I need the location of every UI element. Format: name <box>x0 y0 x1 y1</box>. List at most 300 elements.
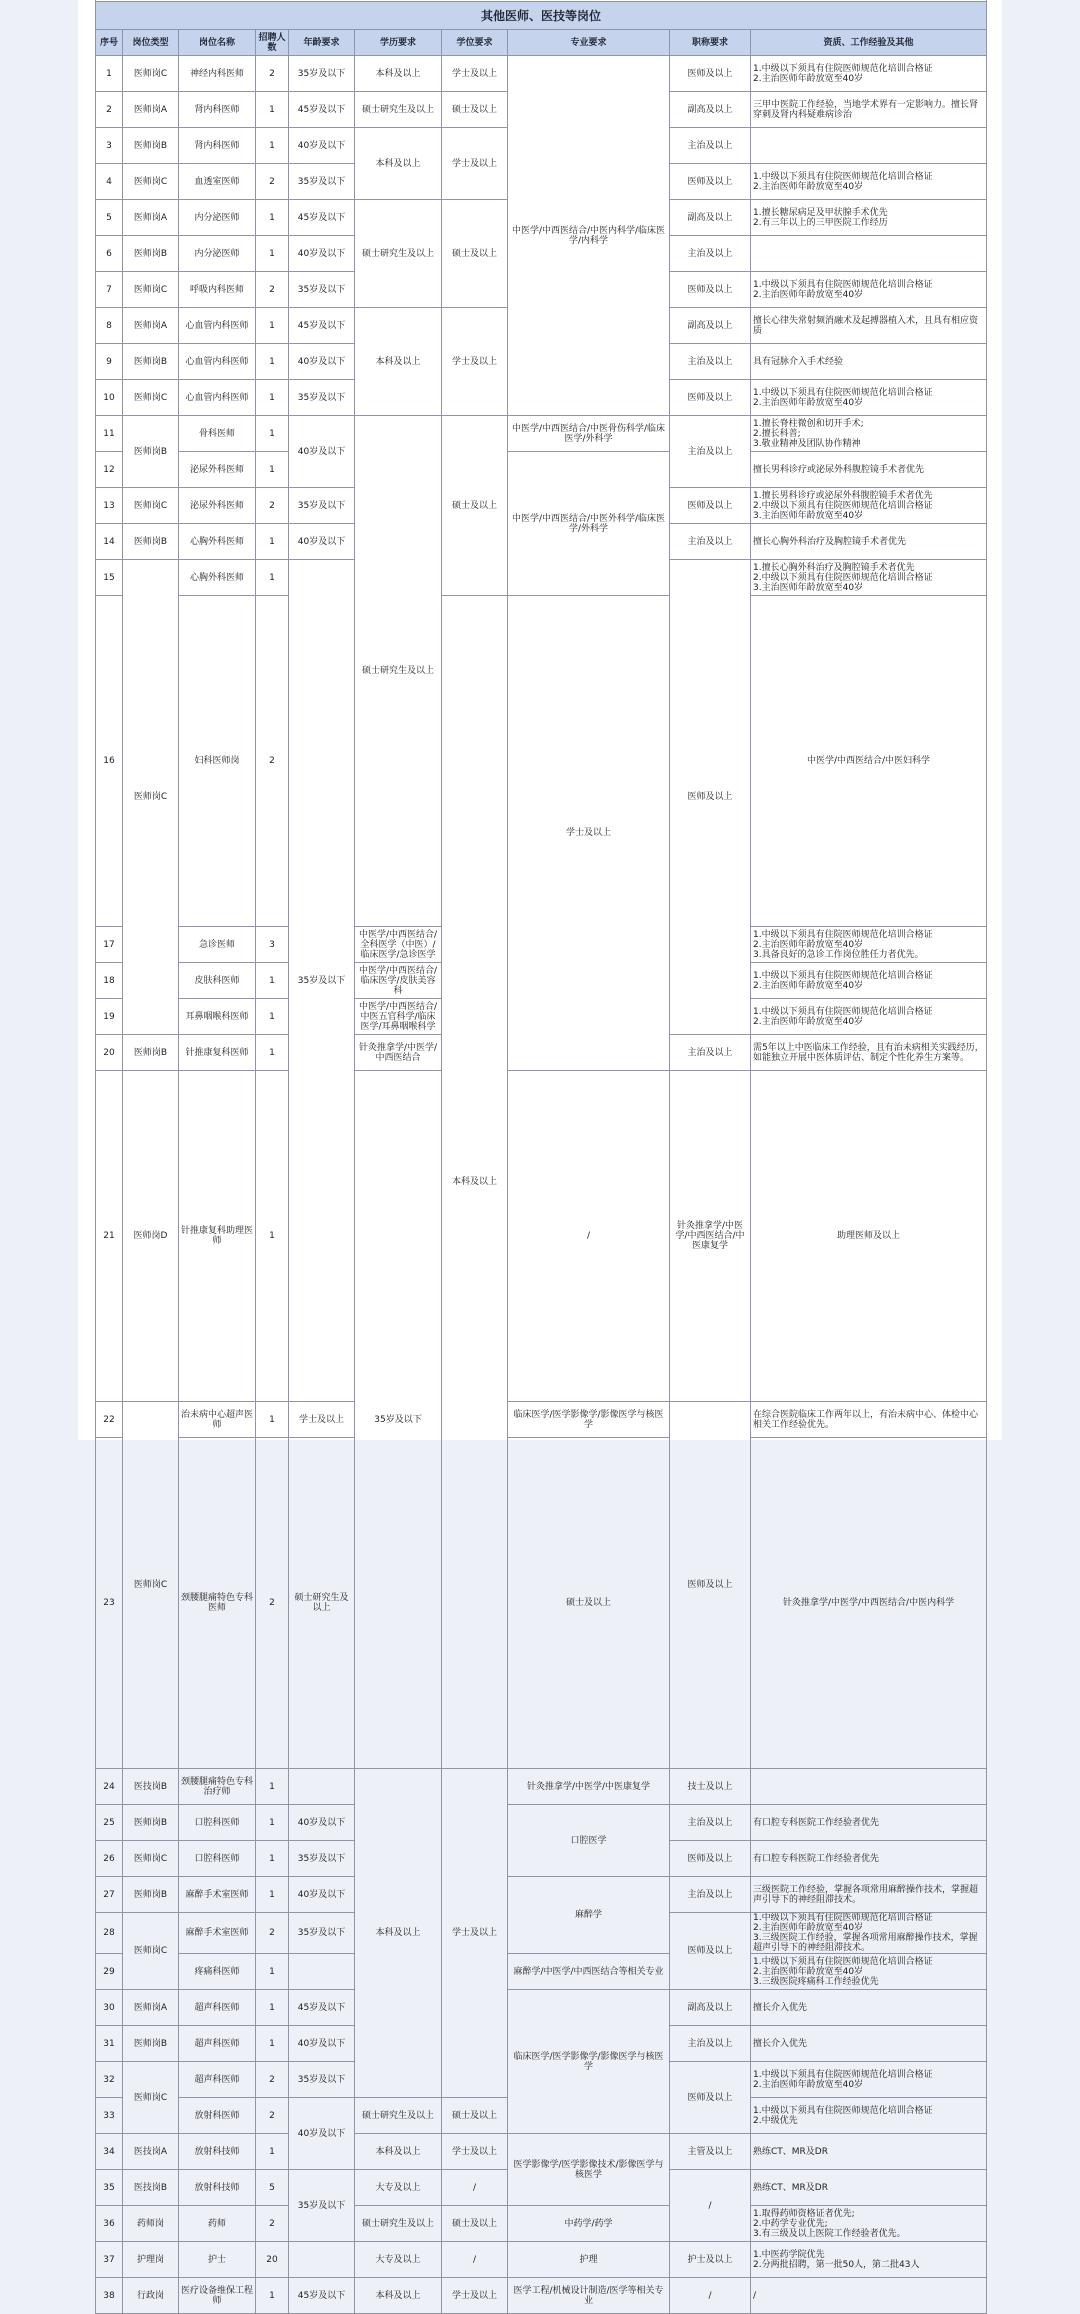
cell-no: 11 <box>96 416 123 452</box>
cell-remark: 1.擅长男科诊疗或泌尿外科腹腔镜手术者优先 2.中级以下须具有住院医师规范化培训合格证 3.主治医师年龄放宽至40岁 <box>751 488 987 524</box>
cell-name: 针推康复科助理医师 <box>179 1071 256 1402</box>
cell-remark <box>751 128 987 164</box>
table-title: 其他医师、医技等岗位 <box>96 2 987 30</box>
cell-age: 40岁及以下 <box>289 2098 355 2170</box>
cell-no: 3 <box>96 128 123 164</box>
cell-no: 33 <box>96 2098 123 2134</box>
cell-count: 1 <box>256 92 289 128</box>
header-cell: 招聘人数 <box>256 30 289 56</box>
cell-no: 30 <box>96 1990 123 2026</box>
cell-no: 28 <box>96 1913 123 1954</box>
cell-title: 主治及以上 <box>670 236 751 272</box>
cell-title: / <box>670 2278 751 2314</box>
cell-major: 中医学/中西医结合/中医内科学/临床医学/内科学 <box>508 56 670 416</box>
cell-remark: 1.中级以下须具有住院医师规范化培训合格证 2.中级优先 <box>751 2098 987 2134</box>
cell-name: 心血管内科医师 <box>179 308 256 344</box>
cell-age: 40岁及以下 <box>289 236 355 272</box>
cell-type: 医师岗B <box>123 2026 179 2062</box>
cell-name: 口腔科医师 <box>179 1805 256 1841</box>
cell-no: 29 <box>96 1954 123 1990</box>
cell-no: 34 <box>96 2134 123 2170</box>
cell-degree: 硕士及以上 <box>442 2098 508 2134</box>
cell-name: 心胸外科医师 <box>179 524 256 560</box>
cell-remark: 擅长介入优先 <box>751 1990 987 2026</box>
cell-remark: 1.中级以下须具有住院医师规范化培训合格证 2.主治医师年龄放宽至40岁 3.具备良好的急诊工作岗位胜任力者优先。 <box>751 927 987 963</box>
cell-type: 医技岗A <box>123 2134 179 2170</box>
cell-age: 35岁及以下 <box>289 380 355 416</box>
cell-major: 临床医学/医学影像学/影像医学与核医学 <box>508 1402 670 1438</box>
cell-remark: / <box>751 2278 987 2314</box>
cell-edu: 本科及以上 <box>355 2134 442 2170</box>
cell-name: 放射科技师 <box>179 2170 256 2206</box>
cell-name: 口腔科医师 <box>179 1841 256 1877</box>
cell-type: 医师岗B <box>123 344 179 380</box>
cell-major: 针灸推拿学/中医学/中医康复学 <box>508 1769 670 1805</box>
cell-remark: 具有冠脉介入手术经验 <box>751 344 987 380</box>
cell-name: 呼吸内科医师 <box>179 272 256 308</box>
cell-name: 妇科医师岗 <box>179 596 256 927</box>
cell-age: 40岁及以下 <box>289 1877 355 1913</box>
cell-name: 血透室医师 <box>179 164 256 200</box>
cell-remark: 擅长介入优先 <box>751 2026 987 2062</box>
cell-remark: 在综合医院临床工作两年以上，有治未病中心、体检中心相关工作经验优先。 <box>751 1402 987 1438</box>
cell-degree: / <box>508 1071 670 1402</box>
table-row <box>96 1402 987 1438</box>
cell-major: 中医学/中西医结合/中医五官科学/临床医学/耳鼻咽喉科学 <box>355 999 442 1035</box>
cell-no: 10 <box>96 380 123 416</box>
cell-age: 45岁及以下 <box>289 2278 355 2314</box>
cell-no: 16 <box>96 596 123 927</box>
cell-no: 8 <box>96 308 123 344</box>
cell-age <box>289 1954 355 1990</box>
table-row <box>96 2278 987 2314</box>
table-row <box>96 596 987 927</box>
cell-title: 护士及以上 <box>670 2242 751 2278</box>
cell-name: 内分泌医师 <box>179 236 256 272</box>
cell-age: 35岁及以下 <box>289 1841 355 1877</box>
cell-type: 医师岗A <box>123 92 179 128</box>
cell-remark: 熟练CT、MR及DR <box>751 2134 987 2170</box>
cell-no: 31 <box>96 2026 123 2062</box>
cell-major: 医学工程/机械设计制造/医学等相关专业 <box>508 2278 670 2314</box>
cell-remark: 1.中级以下须具有住院医师规范化培训合格证 2.主治医师年龄放宽至40岁 3.三级医院工作经验，掌握各项常用麻醉操作技术，掌握超声引导下的神经阻滞技术。 <box>751 1913 987 1954</box>
cell-no: 1 <box>96 56 123 92</box>
cell-type: 医师岗B <box>123 1035 179 1071</box>
cell-remark: 1.中级以下须具有住院医师规范化培训合格证 2.主治医师年龄放宽至40岁 <box>751 164 987 200</box>
cell-no: 5 <box>96 200 123 236</box>
cell-title: 医师及以上 <box>670 488 751 524</box>
cell-count: 1 <box>256 2278 289 2314</box>
cell-age: 45岁及以下 <box>289 1990 355 2026</box>
cell-count: 1 <box>256 344 289 380</box>
cell-remark: 1.中级以下须具有住院医师规范化培训合格证 2.主治医师年龄放宽至40岁 3.三级医院疼痛科工作经验优先 <box>751 1954 987 1990</box>
cell-no: 4 <box>96 164 123 200</box>
cell-no: 7 <box>96 272 123 308</box>
cell-title: 主治及以上 <box>670 128 751 164</box>
cell-edu: 本科及以上 <box>355 1769 442 2098</box>
header-row <box>96 30 987 56</box>
cell-type: 医技岗B <box>123 2170 179 2206</box>
cell-age: 40岁及以下 <box>289 416 355 488</box>
cell-count: 1 <box>256 236 289 272</box>
cell-no: 21 <box>96 1071 123 1402</box>
cell-name: 肾内科医师 <box>179 128 256 164</box>
cell-remark: 三级医院工作经验，掌握各项常用麻醉操作技术，掌握超声引导下的神经阻滞技术。 <box>751 1877 987 1913</box>
cell-degree: 硕士及以上 <box>442 92 508 128</box>
cell-type: 医师岗C <box>123 164 179 200</box>
cell-count: 1 <box>256 380 289 416</box>
cell-type: 医师岗C <box>123 380 179 416</box>
cell-no: 12 <box>96 452 123 488</box>
cell-remark: 1.中级以下须具有住院医师规范化培训合格证 2.主治医师年龄放宽至40岁 <box>751 56 987 92</box>
cell-edu: 硕士研究生及以上 <box>355 416 442 927</box>
cell-edu: 大专及以上 <box>355 2170 442 2206</box>
cell-count: 1 <box>256 2134 289 2170</box>
cell-title: 医师及以上 <box>670 1841 751 1877</box>
table-row <box>96 56 987 92</box>
cell-no: 25 <box>96 1805 123 1841</box>
cell-degree: 学士及以上 <box>442 2278 508 2314</box>
header-cell: 序号 <box>96 30 123 56</box>
cell-name: 泌尿外科医师 <box>179 488 256 524</box>
cell-no: 24 <box>96 1769 123 1805</box>
cell-degree: 学士及以上 <box>289 1402 355 1438</box>
cell-count: 3 <box>256 927 289 963</box>
cell-title: 主治及以上 <box>670 1877 751 1913</box>
cell-title: 副高及以上 <box>670 200 751 236</box>
cell-no: 26 <box>96 1841 123 1877</box>
cell-name: 超声科医师 <box>179 1990 256 2026</box>
cell-age: 40岁及以下 <box>289 524 355 560</box>
table-row <box>96 1071 987 1402</box>
cell-type: 医师岗C <box>123 488 179 524</box>
cell-remark: 需5年以上中医临床工作经验，且有治未病相关实践经历，如能独立开展中医体质评估、制定个性化养生方案等。 <box>751 1035 987 1071</box>
cell-age: 35岁及以下 <box>289 488 355 524</box>
cell-edu: 本科及以上 <box>355 128 442 200</box>
cell-title: 医师及以上 <box>670 560 751 1035</box>
cell-title: 主治及以上 <box>670 1035 751 1071</box>
cell-age <box>289 2242 355 2278</box>
cell-title: 副高及以上 <box>670 1990 751 2026</box>
cell-remark: 擅长男科诊疗或泌尿外科腹腔镜手术者优先 <box>751 452 987 488</box>
cell-title: 助理医师及以上 <box>751 1071 987 1402</box>
cell-remark: 1.中级以下须具有住院医师规范化培训合格证 2.主治医师年龄放宽至40岁 <box>751 2062 987 2098</box>
cell-major: 中医学/中西医结合/中医骨伤科学/临床医学/外科学 <box>508 416 670 452</box>
cell-no: 6 <box>96 236 123 272</box>
cell-major: 临床医学/医学影像学/影像医学与核医学 <box>508 1990 670 2134</box>
cell-remark: 1.中级以下须具有住院医师规范化培训合格证 2.主治医师年龄放宽至40岁 <box>751 999 987 1035</box>
cell-title: / <box>670 2170 751 2242</box>
cell-age: 45岁及以下 <box>289 92 355 128</box>
cell-title: 主治及以上 <box>670 2026 751 2062</box>
cell-remark: 擅长心律失常射频消融术及起搏器植入术，且具有相应资质 <box>751 308 987 344</box>
cell-type: 医师岗B <box>123 128 179 164</box>
cell-title: 技士及以上 <box>670 1769 751 1805</box>
cell-remark: 1.擅长心胸外科治疗及胸腔镜手术者优先 2.中级以下须具有住院医师规范化培训合格证 3.主治医师年龄放宽至40岁 <box>751 560 987 596</box>
cell-count: 1 <box>256 416 289 452</box>
cell-name: 护士 <box>179 2242 256 2278</box>
cell-type: 医师岗B <box>123 236 179 272</box>
cell-age: 35岁及以下 <box>289 272 355 308</box>
cell-no: 9 <box>96 344 123 380</box>
cell-title: 医师及以上 <box>670 164 751 200</box>
cell-no: 38 <box>96 2278 123 2314</box>
cell-no: 15 <box>96 560 123 596</box>
cell-count: 1 <box>256 1877 289 1913</box>
cell-no: 19 <box>96 999 123 1035</box>
cell-no: 17 <box>96 927 123 963</box>
cell-name: 颈腰腿痛特色专科治疗师 <box>179 1769 256 1805</box>
cell-remark: 1.中医药学院优先 2.分两批招聘，第一批50人，第二批43人 <box>751 2242 987 2278</box>
table-row <box>96 2134 987 2170</box>
cell-count: 1 <box>256 1805 289 1841</box>
cell-title: 副高及以上 <box>670 92 751 128</box>
cell-count: 1 <box>256 452 289 488</box>
cell-count: 1 <box>256 308 289 344</box>
cell-type: 医师岗C <box>123 1913 179 1990</box>
cell-type: 医师岗D <box>123 1071 179 1402</box>
header-cell: 职称要求 <box>670 30 751 56</box>
cell-major: 中医学/中西医结合/中医妇科学 <box>751 596 987 927</box>
cell-title: 医师及以上 <box>670 380 751 416</box>
cell-edu: 硕士研究生及以上 <box>355 2098 442 2134</box>
cell-remark: 1.中级以下须具有住院医师规范化培训合格证 2.主治医师年龄放宽至40岁 <box>751 963 987 999</box>
cell-major: 护理 <box>508 2242 670 2278</box>
cell-name: 心胸外科医师 <box>179 560 256 596</box>
cell-count: 2 <box>256 272 289 308</box>
cell-degree: 硕士及以上 <box>442 2206 508 2242</box>
cell-type: 医师岗A <box>123 1990 179 2026</box>
header-cell: 学位要求 <box>442 30 508 56</box>
cell-title: 医师及以上 <box>670 1402 751 1769</box>
cell-edu: 硕士研究生及以上 <box>355 92 442 128</box>
cell-name: 超声科医师 <box>179 2026 256 2062</box>
cell-type: 医师岗C <box>123 1402 179 1769</box>
cell-remark: 三甲中医院工作经验，当地学术界有一定影响力。擅长肾穿刺及肾内科疑难病诊治 <box>751 92 987 128</box>
cell-count: 1 <box>256 1841 289 1877</box>
header-cell: 年龄要求 <box>289 30 355 56</box>
cell-name: 内分泌医师 <box>179 200 256 236</box>
cell-edu: 本科及以上 <box>355 308 442 416</box>
cell-name: 泌尿外科医师 <box>179 452 256 488</box>
cell-title: 医师及以上 <box>670 56 751 92</box>
table-row <box>96 1954 987 1990</box>
table-row <box>96 1877 987 1913</box>
cell-title: 医师及以上 <box>670 1913 751 1990</box>
cell-major: 针灸推拿学/中医学/中西医结合 <box>355 1035 442 1071</box>
header-cell: 岗位类型 <box>123 30 179 56</box>
cell-type: 药师岗 <box>123 2206 179 2242</box>
cell-type: 医师岗C <box>123 2062 179 2134</box>
table-row <box>96 1805 987 1841</box>
cell-count: 2 <box>256 56 289 92</box>
cell-name: 放射科医师 <box>179 2098 256 2134</box>
cell-name: 肾内科医师 <box>179 92 256 128</box>
cell-degree: 学士及以上 <box>442 308 508 416</box>
cell-major: 针灸推拿学/中医学/中西医结合/中医康复学 <box>670 1071 751 1402</box>
cell-degree: 学士及以上 <box>442 2134 508 2170</box>
cell-type: 医师岗B <box>123 1877 179 1913</box>
cell-name: 疼痛科医师 <box>179 1954 256 1990</box>
cell-degree: 硕士及以上 <box>442 416 508 596</box>
cell-count: 1 <box>256 524 289 560</box>
cell-major: 中医学/中西医结合/中医外科学/临床医学/外科学 <box>508 452 670 596</box>
cell-name: 麻醉手术室医师 <box>179 1877 256 1913</box>
cell-type: 医师岗A <box>123 200 179 236</box>
cell-type: 医师岗A <box>123 308 179 344</box>
cell-count: 2 <box>256 2062 289 2098</box>
cell-count: 1 <box>256 1990 289 2026</box>
cell-count: 1 <box>256 2026 289 2062</box>
cell-remark: 有口腔专科医院工作经验者优先 <box>751 1841 987 1877</box>
cell-count: 2 <box>256 2206 289 2242</box>
cell-count: 2 <box>256 164 289 200</box>
cell-major: 中医学/中西医结合/临床医学/皮肤美容科 <box>355 963 442 999</box>
cell-remark <box>751 1769 987 1805</box>
cell-age: 35岁及以下 <box>355 1071 442 1769</box>
cell-name: 颈腰腿痛特色专科医师 <box>179 1438 256 1769</box>
cell-degree: / <box>442 2242 508 2278</box>
cell-no: 22 <box>96 1402 123 1438</box>
cell-title: 医师及以上 <box>670 2062 751 2134</box>
cell-degree: 学士及以上 <box>442 128 508 200</box>
cell-major: 中药学/药学 <box>508 2206 670 2242</box>
cell-age: 45岁及以下 <box>289 308 355 344</box>
cell-major: 麻醉学 <box>508 1877 670 1954</box>
cell-remark: 1.擅长糖尿病足及甲状腺手术优先 2.有三年以上的三甲医院工作经历 <box>751 200 987 236</box>
cell-no: 32 <box>96 2062 123 2098</box>
cell-name: 心血管内科医师 <box>179 380 256 416</box>
cell-count: 1 <box>256 200 289 236</box>
cell-type: 医师岗C <box>123 56 179 92</box>
cell-count: 2 <box>256 1913 289 1954</box>
cell-major: 针灸推拿学/中医学/中西医结合/中医内科学 <box>751 1438 987 1769</box>
cell-remark <box>751 236 987 272</box>
cell-count: 1 <box>256 963 289 999</box>
header-cell: 岗位名称 <box>179 30 256 56</box>
cell-degree: 学士及以上 <box>508 596 670 1071</box>
cell-title: 医师及以上 <box>670 272 751 308</box>
cell-remark: 擅长心胸外科治疗及胸腔镜手术者优先 <box>751 524 987 560</box>
cell-remark: 1.取得药师资格证者优先; 2.中药学专业优先; 3.有三级及以上医院工作经验者优先。 <box>751 2206 987 2242</box>
cell-no: 18 <box>96 963 123 999</box>
cell-type: 医师岗C <box>123 272 179 308</box>
cell-major: 中医学/中西医结合/全科医学（中医）/临床医学/急诊医学 <box>355 927 442 963</box>
cell-no: 20 <box>96 1035 123 1071</box>
cell-name: 神经内科医师 <box>179 56 256 92</box>
cell-age: 35岁及以下 <box>289 164 355 200</box>
cell-age: 35岁及以下 <box>289 2170 355 2242</box>
cell-type: 医师岗B <box>123 1805 179 1841</box>
cell-age: 45岁及以下 <box>289 200 355 236</box>
cell-count: 1 <box>256 1954 289 1990</box>
header-cell: 资质、工作经验及其他 <box>751 30 987 56</box>
cell-type: 医技岗B <box>123 1769 179 1805</box>
header-cell: 学历要求 <box>355 30 442 56</box>
cell-count: 2 <box>256 488 289 524</box>
header-cell: 专业要求 <box>508 30 670 56</box>
cell-count: 1 <box>256 1035 289 1071</box>
cell-edu: 本科及以上 <box>442 596 508 1769</box>
cell-no: 27 <box>96 1877 123 1913</box>
table-row <box>96 416 987 452</box>
cell-name: 医疗设备维保工程师 <box>179 2278 256 2314</box>
cell-name: 超声科医师 <box>179 2062 256 2098</box>
cell-age: 35岁及以下 <box>289 2062 355 2098</box>
cell-count: 1 <box>256 128 289 164</box>
cell-name: 药师 <box>179 2206 256 2242</box>
cell-edu: 硕士研究生及以上 <box>355 200 442 308</box>
table-row <box>96 2206 987 2242</box>
table-row <box>96 1990 987 2026</box>
job-table <box>95 0 987 2314</box>
cell-no: 23 <box>96 1438 123 1769</box>
cell-count: 1 <box>256 1071 289 1402</box>
cell-age: 35岁及以下 <box>289 560 355 1402</box>
cell-name: 治未病中心超声医师 <box>179 1402 256 1438</box>
cell-no: 14 <box>96 524 123 560</box>
cell-name: 针推康复科医师 <box>179 1035 256 1071</box>
cell-major: 口腔医学 <box>508 1805 670 1877</box>
cell-name: 急诊医师 <box>179 927 256 963</box>
table-row <box>96 1438 987 1769</box>
cell-name: 耳鼻咽喉科医师 <box>179 999 256 1035</box>
table-row <box>96 452 987 488</box>
cell-no: 36 <box>96 2206 123 2242</box>
cell-remark: 1.中级以下须具有住院医师规范化培训合格证 2.主治医师年龄放宽至40岁 <box>751 380 987 416</box>
cell-title: 主治及以上 <box>670 524 751 560</box>
cell-edu: 硕士研究生及以上 <box>355 2206 442 2242</box>
cell-count: 1 <box>256 560 289 596</box>
cell-degree: 硕士及以上 <box>508 1438 670 1769</box>
cell-age <box>289 1769 355 1805</box>
cell-name: 皮肤科医师 <box>179 963 256 999</box>
cell-title: 主治及以上 <box>670 416 751 488</box>
cell-no: 35 <box>96 2170 123 2206</box>
cell-name: 放射科技师 <box>179 2134 256 2170</box>
cell-age: 40岁及以下 <box>289 128 355 164</box>
cell-title: 主治及以上 <box>670 1805 751 1841</box>
cell-edu: 本科及以上 <box>355 56 442 92</box>
cell-count: 1 <box>256 1402 289 1438</box>
cell-title: 主管及以上 <box>670 2134 751 2170</box>
cell-age: 40岁及以下 <box>289 1805 355 1841</box>
cell-type: 医师岗B <box>123 416 179 488</box>
cell-edu: 硕士研究生及以上 <box>289 1438 355 1769</box>
cell-type: 行政岗 <box>123 2278 179 2314</box>
cell-age: 35岁及以下 <box>289 56 355 92</box>
cell-count: 1 <box>256 1769 289 1805</box>
cell-name: 骨科医师 <box>179 416 256 452</box>
cell-count: 5 <box>256 2170 289 2206</box>
cell-type: 医师岗C <box>123 560 179 1035</box>
cell-degree: 学士及以上 <box>442 56 508 92</box>
cell-no: 37 <box>96 2242 123 2278</box>
cell-title: 副高及以上 <box>670 308 751 344</box>
cell-name: 心血管内科医师 <box>179 344 256 380</box>
cell-age: 40岁及以下 <box>289 344 355 380</box>
cell-count: 20 <box>256 2242 289 2278</box>
table-row <box>96 2242 987 2278</box>
cell-type: 医师岗B <box>123 524 179 560</box>
cell-name: 麻醉手术室医师 <box>179 1913 256 1954</box>
cell-remark: 熟练CT、MR及DR <box>751 2170 987 2206</box>
table-row <box>96 1769 987 1805</box>
cell-major: 医学影像学/医学影像技术/影像医学与核医学 <box>508 2134 670 2206</box>
cell-degree: 硕士及以上 <box>442 200 508 308</box>
cell-type: 医师岗C <box>123 1841 179 1877</box>
cell-degree: / <box>442 2170 508 2206</box>
